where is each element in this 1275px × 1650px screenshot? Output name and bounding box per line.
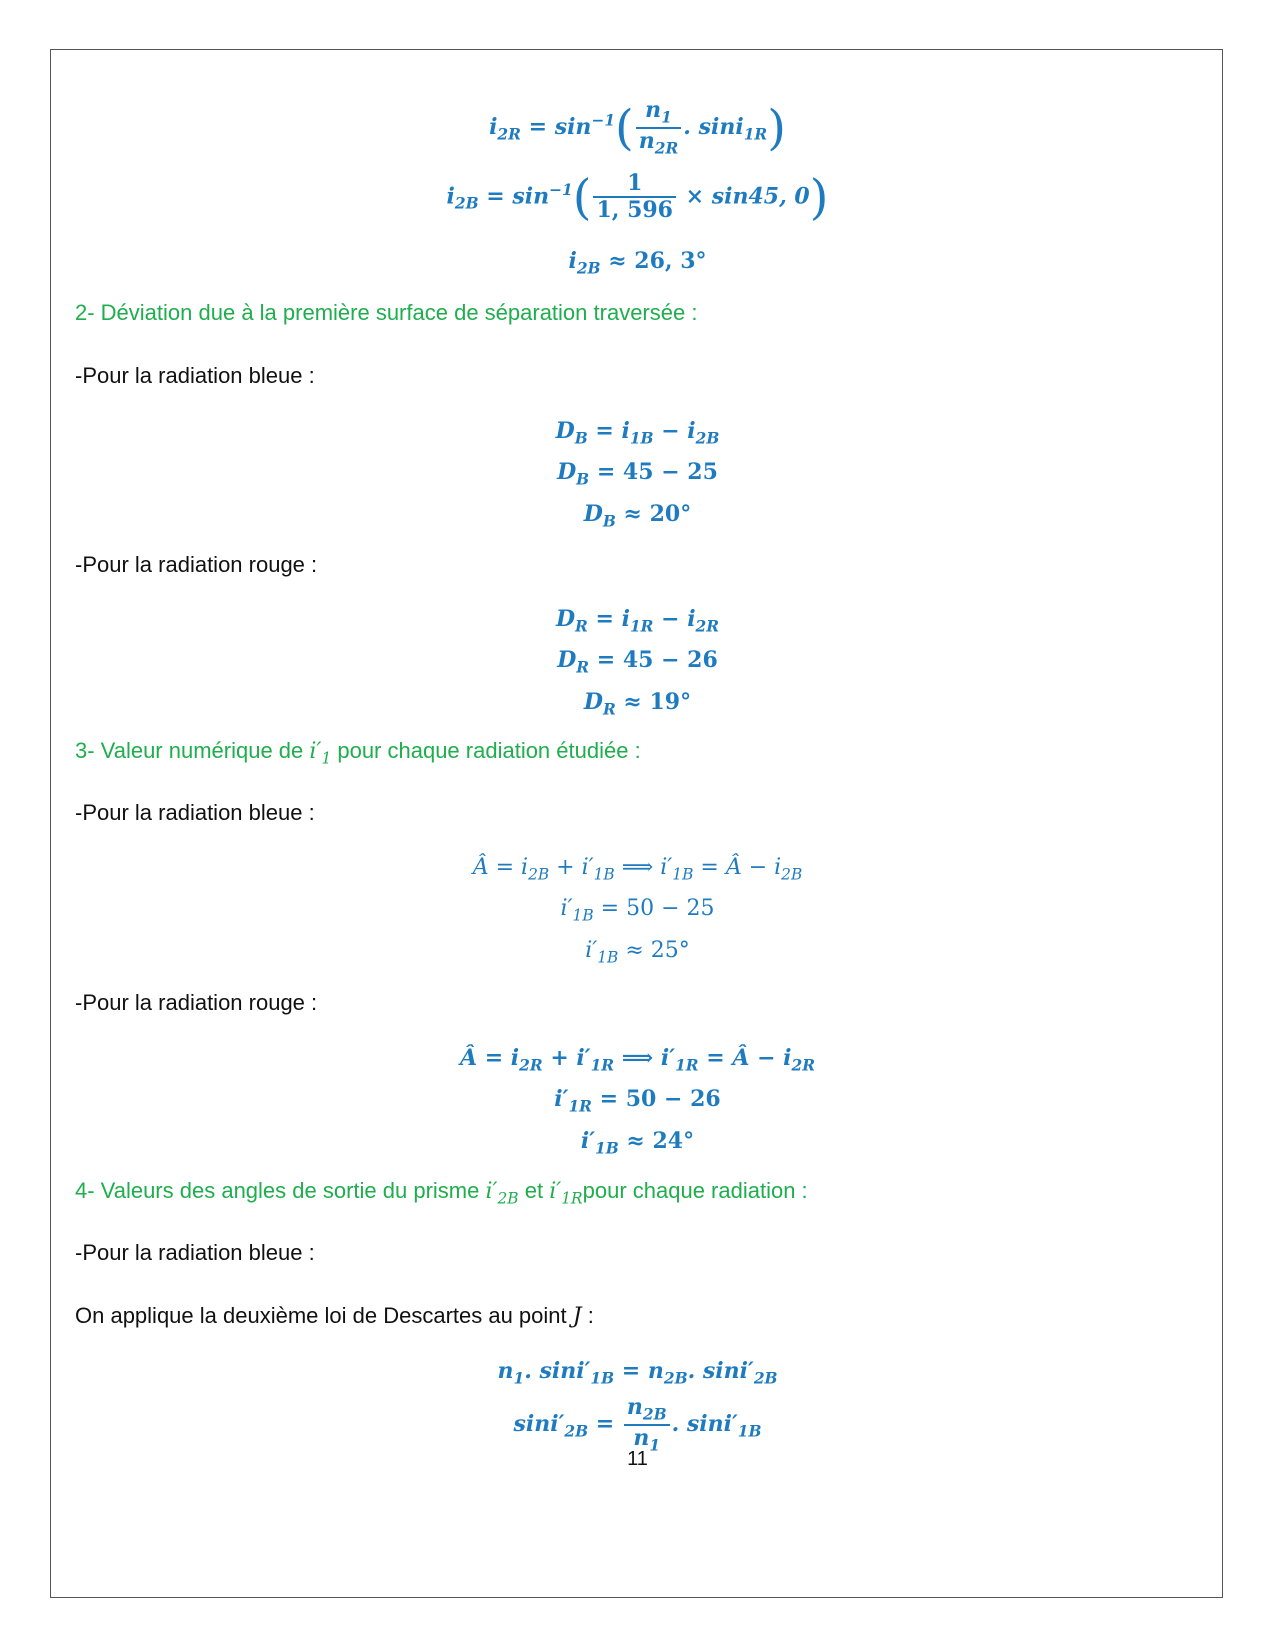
- heading-i1-prime: 3- Valeur numérique de $i'_1$ pour chaque radiation étudiée :: [75, 738, 641, 768]
- equation-descartes: $n_1$. $\sin i'_{1B} = n_{2B}$. $\sin i'_{2B}$: [497, 1358, 778, 1388]
- equation-DB-definition: $D_B = i_{1B} - i_{2B}$: [555, 418, 720, 448]
- equation-sin-i2B: $\sin i'_{2B}$ = $\frac{n_{2B}}{n_1}$ . $\sin i'_{1B}$: [513, 1394, 762, 1455]
- text-blue-radiation-3: -Pour la radiation bleue :: [75, 1240, 315, 1265]
- heading-deviation: 2- Déviation due à la première surface de séparation traversée :: [75, 300, 698, 325]
- text-blue-radiation-1: -Pour la radiation bleue :: [75, 363, 315, 388]
- text-blue-radiation-2: -Pour la radiation bleue :: [75, 800, 315, 825]
- equation-i1R-result: $i'_{1B} \approx 24^\circ$: [580, 1128, 695, 1158]
- equation-DR-definition: $D_R = i_{1R} - i_{2R}$: [555, 606, 720, 636]
- equation-i1R-values: $i'_{1R} = 50 - 26$: [554, 1086, 721, 1116]
- equation-i2B-formula: $i_{2B} = \sin^{-1}$( $\frac{1}{1, 596}$ × sin45, 0): [446, 169, 829, 226]
- equation-i1B-result: $i'_{1B} \approx 25^\circ$: [585, 938, 690, 967]
- equation-A-red: Â = $i_{2R} + i'_{1R}$ ⟹ $i'_{1R}$ = Â − $i_{2R}$: [459, 1045, 816, 1075]
- equation-i2R: $i_{2R} = \sin^{-1}$( $\frac{n_1}{n_{2R}}$ . sini$_{1R}$): [489, 97, 786, 158]
- equation-i1B-values: $i'_{1B} = 50 - 25$: [560, 896, 715, 925]
- text-descartes-law: On applique la deuxième loi de Descartes au point J :: [75, 1303, 594, 1329]
- text-red-radiation-2: -Pour la radiation rouge :: [75, 990, 318, 1015]
- equation-DR-values: $D_R = 45 - 26$: [557, 647, 718, 677]
- equation-DB-values: $D_B = 45 - 25$: [557, 459, 718, 489]
- text-red-radiation-1: -Pour la radiation rouge :: [75, 552, 318, 577]
- equation-DR-result: $D_R \approx 19^\circ$: [583, 689, 692, 719]
- heading-exit-angles: 4- Valeurs des angles de sortie du prisme $i'_{2B}$ et $i'_{1R}pour$ chaque radiation :: [75, 1178, 808, 1208]
- page-number: 11: [627, 1448, 648, 1470]
- equation-DB-result: $D_B \approx 20^\circ$: [583, 501, 692, 531]
- equation-A-blue: Â = $i_{2B} + i'_{1B}$ ⟹ $i'_{1B}$ = Â − $i_{2B}$: [472, 855, 803, 884]
- equation-i2B-result: $i_{2B} \approx 26$, 3°: [568, 248, 707, 278]
